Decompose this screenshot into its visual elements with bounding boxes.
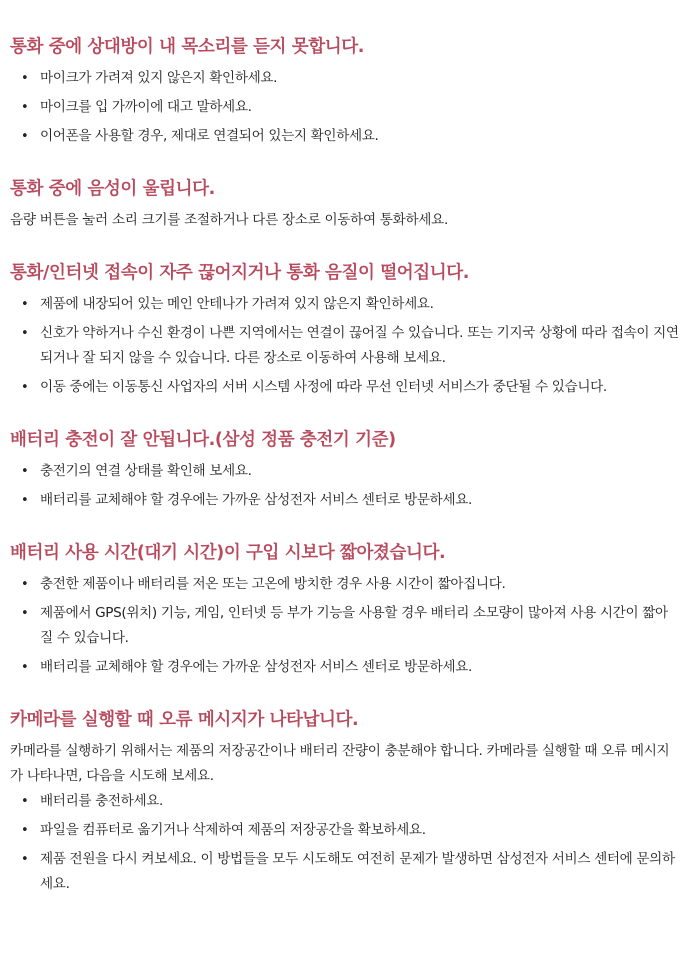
list-item-text: 제품에서 GPS(위치) 기능, 게임, 인터넷 등 부가 기능을 사용할 경우 배터리 소모량이 많아져 사용 시간이 짧아질 수 있습니다. bbox=[40, 605, 668, 646]
list-item bbox=[10, 488, 683, 513]
bullet-icon: • bbox=[21, 71, 29, 86]
list-item bbox=[10, 601, 683, 651]
list-item bbox=[10, 321, 683, 371]
list-item-text: 제품 전원을 다시 켜보세요. 이 방법들을 모두 시도해도 여전히 문제가 발생하면 삼성전자 서비스 센터에 문의하세요. bbox=[40, 851, 675, 892]
section-charging bbox=[10, 427, 683, 513]
bullet-list bbox=[10, 572, 683, 680]
section-connection-drop bbox=[10, 260, 683, 400]
list-item-text: 마이크가 가려져 있지 않은지 확인하세요. bbox=[40, 70, 278, 86]
bullet-icon: • bbox=[21, 823, 29, 838]
list-item bbox=[10, 95, 683, 120]
section-battery-life bbox=[10, 540, 683, 680]
list-item bbox=[10, 655, 683, 680]
section-echo bbox=[10, 176, 683, 233]
list-item-text: 배터리를 교체해야 할 경우에는 가까운 삼성전자 서비스 센터로 방문하세요. bbox=[40, 659, 472, 675]
bullet-icon: • bbox=[21, 794, 29, 809]
list-item-text: 이동 중에는 이동통신 사업자의 서버 시스템 사정에 따라 무선 인터넷 서비스가 중단될 수 있습니다. bbox=[40, 379, 607, 395]
list-item-text: 이어폰을 사용할 경우, 제대로 연결되어 있는지 확인하세요. bbox=[40, 128, 379, 144]
list-item-text: 파일을 컴퓨터로 옮기거나 삭제하여 제품의 저장공간을 확보하세요. bbox=[40, 822, 426, 838]
bullet-list bbox=[10, 789, 683, 897]
bullet-icon: • bbox=[21, 326, 29, 341]
section-voice-not-heard bbox=[10, 34, 683, 149]
list-item-text: 배터리를 충전하세요. bbox=[40, 793, 163, 809]
section-camera-error bbox=[10, 707, 683, 897]
list-item-text: 배터리를 교체해야 할 경우에는 가까운 삼성전자 서비스 센터로 방문하세요. bbox=[40, 492, 472, 508]
section-heading: 통화/인터넷 접속이 자주 끊어지거나 통화 음질이 떨어집니다. bbox=[10, 263, 470, 283]
list-item bbox=[10, 789, 683, 814]
list-item bbox=[10, 818, 683, 843]
list-item bbox=[10, 847, 683, 897]
bullet-icon: • bbox=[21, 100, 29, 115]
list-item bbox=[10, 459, 683, 484]
bullet-icon: • bbox=[21, 577, 29, 592]
list-item-text: 마이크를 입 가까이에 대고 말하세요. bbox=[40, 99, 252, 115]
list-item-text: 신호가 약하거나 수신 환경이 나쁜 지역에서는 연결이 끊어질 수 있습니다. 또는 기지국 상황에 따라 접속이 지연되거나 잘 되지 않을 수 있습니다. 다른 장소로 이동하여 사용해 보세요. bbox=[40, 325, 679, 366]
section-paragraph: 음량 버튼을 눌러 소리 크기를 조절하거나 다른 장소로 이동하여 통화하세요. bbox=[10, 212, 448, 228]
list-item-text: 충전한 제품이나 배터리를 저온 또는 고온에 방치한 경우 사용 시간이 짧아집니다. bbox=[40, 576, 506, 592]
bullet-icon: • bbox=[21, 493, 29, 508]
section-heading: 통화 중에 음성이 울립니다. bbox=[10, 179, 215, 199]
bullet-list bbox=[10, 292, 683, 400]
list-item bbox=[10, 124, 683, 149]
list-item-text: 충전기의 연결 상태를 확인해 보세요. bbox=[40, 463, 252, 479]
bullet-icon: • bbox=[21, 297, 29, 312]
list-item bbox=[10, 66, 683, 91]
list-item-text: 제품에 내장되어 있는 메인 안테나가 가려져 있지 않은지 확인하세요. bbox=[40, 296, 434, 312]
section-heading: 통화 중에 상대방이 내 목소리를 듣지 못합니다. bbox=[10, 37, 364, 57]
bullet-list bbox=[10, 66, 683, 149]
section-heading: 카메라를 실행할 때 오류 메시지가 나타납니다. bbox=[10, 710, 359, 730]
list-item bbox=[10, 292, 683, 317]
bullet-icon: • bbox=[21, 852, 29, 867]
list-item bbox=[10, 572, 683, 597]
bullet-list bbox=[10, 459, 683, 513]
section-heading: 배터리 사용 시간(대기 시간)이 구입 시보다 짧아졌습니다. bbox=[10, 543, 446, 563]
bullet-icon: • bbox=[21, 129, 29, 144]
section-heading: 배터리 충전이 잘 안됩니다.(삼성 정품 충전기 기준) bbox=[10, 430, 396, 450]
bullet-icon: • bbox=[21, 380, 29, 395]
bullet-icon: • bbox=[21, 606, 29, 621]
bullet-icon: • bbox=[21, 464, 29, 479]
section-paragraph: 카메라를 실행하기 위해서는 제품의 저장공간이나 배터리 잔량이 충분해야 합니다. 카메라를 실행할 때 오류 메시지가 나타나면, 다음을 시도해 보세요. bbox=[10, 743, 670, 784]
list-item bbox=[10, 375, 683, 400]
bullet-icon: • bbox=[21, 660, 29, 675]
